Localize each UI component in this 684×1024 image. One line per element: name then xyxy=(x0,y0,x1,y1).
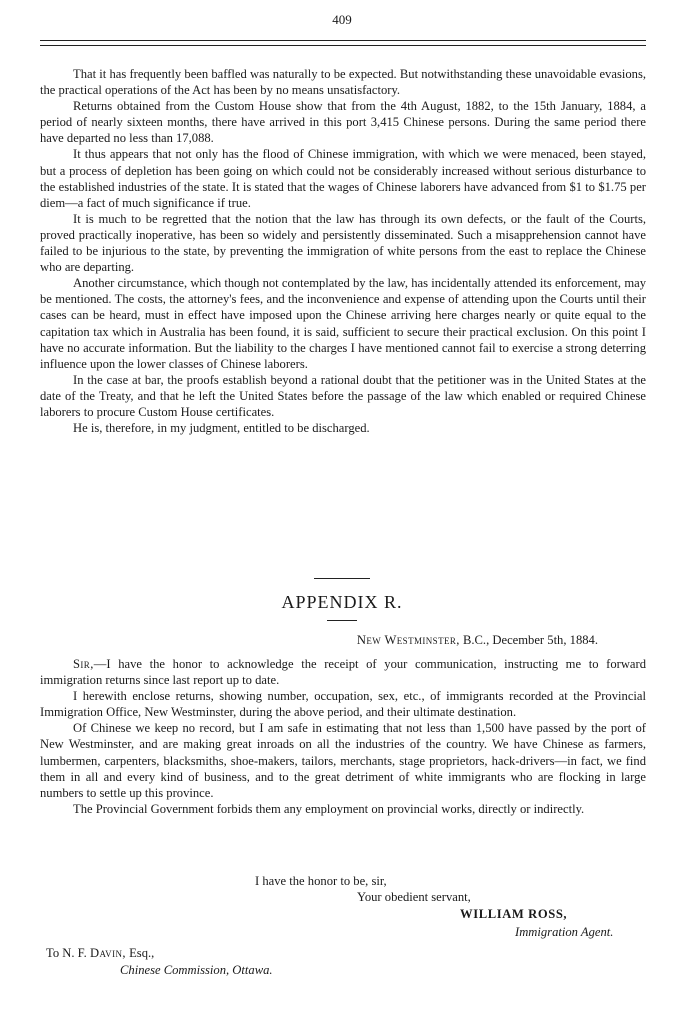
body-paragraph-6: In the case at bar, the proofs establish beyond a rational doubt that the petitioner was in the United States at the date of the Treaty, and that he left the United States before the passage of the law which enabled or required Chinese laborers to procure Custom House certificates. xyxy=(40,372,646,419)
signature-title: Immigration Agent. xyxy=(515,925,614,939)
addressee-title: Chinese Commission, Ottawa. xyxy=(120,963,273,977)
dateline-date: B.C., December 5th, 1884. xyxy=(462,633,598,647)
body-paragraph-7: He is, therefore, in my judgment, entitled to be discharged. xyxy=(73,421,370,436)
section-divider xyxy=(314,578,370,579)
body-paragraph-2: Returns obtained from the Custom House show that from the 4th August, 1882, to the 15th January, 1884, a period of nearly sixteen months, there have arrived in this port 3,415 Chinese persons. During the same period there have departed no less than 17,088. xyxy=(40,99,646,146)
salutation: Sir, xyxy=(73,657,94,671)
signature-name: WILLIAM ROSS, xyxy=(460,907,568,921)
closing-line: I have the honor to be, sir, xyxy=(255,874,387,888)
appendix-heading: APPENDIX R. xyxy=(281,592,403,612)
complimentary-close: Your obedient servant, xyxy=(357,890,471,904)
letter-paragraph-3: Of Chinese we keep no record, but I am safe in estimating that not less than 1,500 have passed by the port of New Westminster, and are making great inroads on all the industries of the country. We have Chinese as farmers, lumbermen, carpenters, blacksmiths, shoe-makers, tailors, merchants, stage proprietors, hack-drivers—in fact, we find them in all and every kind of business, and to the great detriment of white immigrants who are flocking in large numbers to settle up this province. xyxy=(40,721,646,800)
letter-paragraph-4: The Provincial Government forbids them any employment on provincial works, directly or indirectly. xyxy=(73,801,585,816)
addressee-suffix: Esq., xyxy=(129,946,155,960)
report-body xyxy=(40,66,646,436)
header-double-rule xyxy=(40,40,646,46)
addressee-line xyxy=(46,946,154,961)
addressee-name: Davin, xyxy=(89,946,126,960)
letter-paragraph-1 xyxy=(40,656,646,688)
dateline-place: New Westminster, xyxy=(356,633,460,647)
body-paragraph-5: Another circumstance, which though not contemplated by the law, has incidentally attended its enforcement, may be mentioned. The costs, the attorney's fees, and the inconvenience and expense of attending upon the Courts until their cases can be heard, must in effect have imposed upon the Chinese arriving here charges nearly or quite equal to the capitation tax which in Australia has been found, it is said, sufficient to secure their practical exclusion. On this point I have no accurate information. But the liability to the charges I have mentioned cannot fail to exercise a strong deterring influence upon the lower classes of Chinese laborers. xyxy=(40,276,646,371)
page-number: 409 xyxy=(332,12,352,27)
heading-underline xyxy=(327,620,357,621)
body-paragraph-3: It thus appears that not only has the flood of Chinese immigration, with which we were menaced, been stayed, but a process of depletion has been going on which could not be considerably increased without serious disturbance to the established industries of the state. It is stated that the wages of Chinese laborers have advanced from $1 to $1.75 per diem—a fact of much significance if true. xyxy=(40,147,646,210)
letter-paragraph-1-text: —I have the honor to acknowledge the receipt of your communication, instructing me to forward immigration returns since last report up to date. xyxy=(40,657,646,688)
letter-paragraph-2: I herewith enclose returns, showing number, occupation, sex, etc., of immigrants recorded at the Provincial Immigration Office, New Westminster, during the above period, and their ultimate destination. xyxy=(40,689,646,720)
addressee-prefix: To N. F. xyxy=(46,946,87,960)
body-paragraph-4: It is much to be regretted that the notion that the law has through its own defects, or the fault of the Courts, proved practically inoperative, has been so widely and persistently disseminated. Such a misapprehension cannot have failed to be injurious to the state, by preventing the immigration of white persons from the east to replace the Chinese who are departing. xyxy=(40,211,646,275)
letter-dateline xyxy=(357,633,598,648)
letter-body xyxy=(40,656,646,817)
body-paragraph-1: That it has frequently been baffled was naturally to be expected. But notwithstanding these unavoidable evasions, the practical operations of the Act has been by no means unsatisfactory. xyxy=(40,67,646,98)
